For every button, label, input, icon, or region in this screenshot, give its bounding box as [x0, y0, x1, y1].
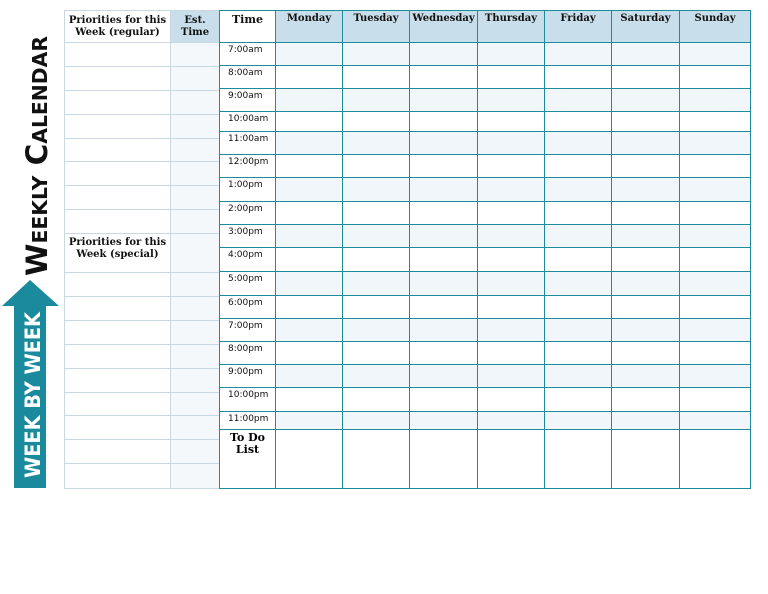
calendar-slot[interactable] — [343, 66, 410, 89]
calendar-slot[interactable] — [478, 341, 545, 364]
calendar-slot[interactable] — [410, 225, 478, 248]
calendar-slot[interactable] — [545, 411, 612, 429]
calendar-slot[interactable] — [680, 295, 751, 318]
calendar-slot[interactable] — [680, 318, 751, 341]
calendar-slot[interactable] — [545, 155, 612, 178]
calendar-slot[interactable] — [545, 387, 612, 411]
todo-slot[interactable] — [545, 429, 612, 488]
time-row — [220, 411, 751, 429]
calendar-slot[interactable] — [343, 155, 410, 178]
time-label: 10:00am — [220, 112, 276, 132]
calendar-slot[interactable] — [612, 132, 680, 155]
calendar-slot[interactable] — [545, 272, 612, 295]
priority-special-slot[interactable] — [65, 440, 171, 464]
time-label: 1:00pm — [220, 178, 276, 202]
calendar-slot[interactable] — [545, 43, 612, 66]
calendar-slot[interactable] — [343, 89, 410, 112]
calendar-slot[interactable] — [545, 364, 612, 387]
day-header-sunday: Sunday — [680, 11, 751, 43]
time-label: 11:00pm — [220, 411, 276, 429]
priority-special-slot[interactable] — [65, 392, 171, 416]
priority-regular-slot[interactable] — [65, 162, 171, 186]
day-header-tuesday: Tuesday — [343, 11, 410, 43]
calendar-grid — [219, 10, 751, 489]
calendar-slot[interactable] — [410, 43, 478, 66]
calendar-slot[interactable] — [612, 387, 680, 411]
est-time-slot[interactable] — [171, 210, 220, 234]
est-time-slot[interactable] — [171, 90, 220, 114]
calendar-slot[interactable] — [680, 248, 751, 272]
calendar-slot[interactable] — [276, 202, 343, 225]
calendar-slot[interactable] — [612, 89, 680, 112]
todo-list-label: To Do List — [220, 429, 276, 488]
priorities-special-header: Priorities for this Week (special) — [65, 233, 171, 272]
calendar-slot[interactable] — [545, 178, 612, 202]
calendar-slot[interactable] — [478, 43, 545, 66]
calendar-slot[interactable] — [343, 341, 410, 364]
calendar-slot[interactable] — [478, 112, 545, 132]
calendar-slot[interactable] — [343, 43, 410, 66]
calendar-slot[interactable] — [276, 411, 343, 429]
day-header-saturday: Saturday — [612, 11, 680, 43]
est-time-header: Est. Time — [171, 11, 220, 43]
calendar-slot[interactable] — [410, 341, 478, 364]
calendar-slot[interactable] — [343, 364, 410, 387]
calendar-slot[interactable] — [410, 178, 478, 202]
calendar-slot[interactable] — [276, 295, 343, 318]
priority-special-slot[interactable] — [65, 368, 171, 392]
calendar-slot[interactable] — [478, 411, 545, 429]
priority-special-slot[interactable] — [65, 297, 171, 321]
day-header-thursday: Thursday — [478, 11, 545, 43]
calendar-slot[interactable] — [545, 66, 612, 89]
todo-slot[interactable] — [612, 429, 680, 488]
calendar-slot[interactable] — [545, 225, 612, 248]
calendar-slot[interactable] — [410, 295, 478, 318]
calendar-slot[interactable] — [612, 178, 680, 202]
priority-regular-slot[interactable] — [65, 210, 171, 234]
calendar-slot[interactable] — [545, 202, 612, 225]
brand-title: Weekly Calendar — [20, 39, 54, 276]
est-time-slot[interactable] — [171, 440, 220, 464]
time-row — [220, 272, 751, 295]
calendar-slot[interactable] — [478, 66, 545, 89]
calendar-slot[interactable] — [343, 225, 410, 248]
todo-slot[interactable] — [478, 429, 545, 488]
priority-regular-slot[interactable] — [65, 186, 171, 210]
calendar-slot[interactable] — [680, 132, 751, 155]
time-row — [220, 66, 751, 89]
calendar-slot[interactable] — [612, 225, 680, 248]
priority-regular-slot[interactable] — [65, 114, 171, 138]
todo-slot[interactable] — [343, 429, 410, 488]
calendar-slot[interactable] — [410, 66, 478, 89]
priority-regular-slot[interactable] — [65, 138, 171, 162]
est-time-slot[interactable] — [171, 186, 220, 210]
calendar-slot[interactable] — [612, 66, 680, 89]
calendar-slot[interactable] — [343, 112, 410, 132]
calendar-slot[interactable] — [680, 43, 751, 66]
time-row — [220, 341, 751, 364]
calendar-slot[interactable] — [276, 248, 343, 272]
calendar-slot[interactable] — [410, 387, 478, 411]
calendar-slot[interactable] — [478, 178, 545, 202]
calendar-slot[interactable] — [680, 225, 751, 248]
time-label: 8:00pm — [220, 341, 276, 364]
day-header-monday: Monday — [276, 11, 343, 43]
calendar-slot[interactable] — [410, 248, 478, 272]
calendar-slot[interactable] — [343, 178, 410, 202]
calendar-slot[interactable] — [478, 89, 545, 112]
time-row — [220, 202, 751, 225]
calendar-slot[interactable] — [612, 202, 680, 225]
calendar-slot[interactable] — [612, 295, 680, 318]
calendar-slot[interactable] — [276, 225, 343, 248]
time-label: 4:00pm — [220, 248, 276, 272]
time-row — [220, 364, 751, 387]
calendar-slot[interactable] — [410, 411, 478, 429]
calendar-slot[interactable] — [612, 341, 680, 364]
calendar-slot[interactable] — [478, 387, 545, 411]
est-time-slot[interactable] — [171, 416, 220, 440]
calendar-slot[interactable] — [680, 112, 751, 132]
time-row — [220, 112, 751, 132]
time-label: 7:00am — [220, 43, 276, 66]
calendar-slot[interactable] — [478, 248, 545, 272]
calendar-slot[interactable] — [680, 178, 751, 202]
calendar-slot[interactable] — [410, 202, 478, 225]
time-label: 11:00am — [220, 132, 276, 155]
calendar-slot[interactable] — [276, 318, 343, 341]
time-row — [220, 89, 751, 112]
time-label: 8:00am — [220, 66, 276, 89]
calendar-slot[interactable] — [478, 132, 545, 155]
est-time-slot[interactable] — [171, 138, 220, 162]
priority-special-slot[interactable] — [65, 344, 171, 368]
calendar-slot[interactable] — [343, 248, 410, 272]
calendar-slot[interactable] — [410, 272, 478, 295]
brand-graphic — [0, 0, 64, 594]
calendar-slot[interactable] — [276, 341, 343, 364]
time-label: 9:00am — [220, 89, 276, 112]
calendar-slot[interactable] — [680, 387, 751, 411]
brand-subtitle: WEEK BY WEEK — [21, 297, 45, 478]
time-label: 7:00pm — [220, 318, 276, 341]
time-row — [220, 155, 751, 178]
priority-regular-slot[interactable] — [65, 90, 171, 114]
todo-slot[interactable] — [276, 429, 343, 488]
time-column-header: Time — [220, 11, 276, 43]
time-label: 10:00pm — [220, 387, 276, 411]
est-time-slot[interactable] — [171, 320, 220, 344]
calendar-slot[interactable] — [343, 272, 410, 295]
todo-row — [220, 429, 751, 488]
calendar-slot[interactable] — [410, 89, 478, 112]
calendar-slot[interactable] — [478, 272, 545, 295]
calendar-slot[interactable] — [545, 132, 612, 155]
calendar-slot[interactable] — [612, 364, 680, 387]
calendar-slot[interactable] — [410, 364, 478, 387]
time-label: 9:00pm — [220, 364, 276, 387]
time-row — [220, 248, 751, 272]
time-row — [220, 387, 751, 411]
calendar-slot[interactable] — [478, 364, 545, 387]
time-label: 6:00pm — [220, 295, 276, 318]
est-time-slot[interactable] — [171, 43, 220, 67]
time-label: 2:00pm — [220, 202, 276, 225]
priority-special-slot[interactable] — [65, 273, 171, 297]
calendar-slot[interactable] — [478, 202, 545, 225]
calendar-slot[interactable] — [276, 89, 343, 112]
todo-slot[interactable] — [410, 429, 478, 488]
time-row — [220, 295, 751, 318]
calendar-slot[interactable] — [343, 202, 410, 225]
calendar-slot[interactable] — [612, 411, 680, 429]
calendar-slot[interactable] — [410, 132, 478, 155]
est-time-slot[interactable] — [171, 273, 220, 297]
priority-special-slot[interactable] — [65, 320, 171, 344]
calendar-slot[interactable] — [545, 318, 612, 341]
calendar-slot[interactable] — [612, 155, 680, 178]
calendar-slot[interactable] — [478, 295, 545, 318]
todo-slot[interactable] — [680, 429, 751, 488]
est-time-slot[interactable] — [171, 344, 220, 368]
time-row — [220, 178, 751, 202]
calendar-slot[interactable] — [343, 387, 410, 411]
est-time-slot[interactable] — [171, 162, 220, 186]
time-label: 12:00pm — [220, 155, 276, 178]
calendar-slot[interactable] — [680, 272, 751, 295]
day-header-friday: Friday — [545, 11, 612, 43]
priority-special-slot[interactable] — [65, 416, 171, 440]
priorities-regular-header: Priorities for this Week (regular) — [65, 11, 171, 43]
calendar-slot[interactable] — [276, 155, 343, 178]
calendar-slot[interactable] — [276, 66, 343, 89]
calendar-slot[interactable] — [478, 225, 545, 248]
calendar-slot[interactable] — [545, 341, 612, 364]
calendar-slot[interactable] — [276, 272, 343, 295]
est-time-slot[interactable] — [171, 233, 220, 272]
calendar-slot[interactable] — [276, 112, 343, 132]
calendar-slot[interactable] — [612, 43, 680, 66]
est-time-slot[interactable] — [171, 464, 220, 489]
priority-special-slot[interactable] — [65, 464, 171, 489]
calendar-slot[interactable] — [680, 364, 751, 387]
calendar-slot[interactable] — [343, 295, 410, 318]
calendar-slot[interactable] — [478, 155, 545, 178]
calendar-slot[interactable] — [276, 132, 343, 155]
est-time-slot[interactable] — [171, 66, 220, 90]
calendar-slot[interactable] — [276, 178, 343, 202]
calendar-slot[interactable] — [612, 112, 680, 132]
calendar-slot[interactable] — [343, 132, 410, 155]
calendar-slot[interactable] — [680, 411, 751, 429]
time-row — [220, 132, 751, 155]
calendar-slot[interactable] — [680, 66, 751, 89]
calendar-slot[interactable] — [612, 248, 680, 272]
brand-sidebar — [0, 0, 64, 594]
time-label: 5:00pm — [220, 272, 276, 295]
calendar-slot[interactable] — [612, 318, 680, 341]
calendar-slot[interactable] — [612, 272, 680, 295]
time-row — [220, 318, 751, 341]
time-row — [220, 43, 751, 66]
calendar-slot[interactable] — [276, 387, 343, 411]
day-header-wednesday: Wednesday — [410, 11, 478, 43]
priorities-table — [64, 10, 220, 489]
est-time-slot[interactable] — [171, 114, 220, 138]
calendar-slot[interactable] — [545, 89, 612, 112]
est-time-slot[interactable] — [171, 368, 220, 392]
calendar-slot[interactable] — [343, 318, 410, 341]
calendar-slot[interactable] — [478, 318, 545, 341]
calendar-slot[interactable] — [680, 89, 751, 112]
calendar-slot[interactable] — [276, 364, 343, 387]
est-time-slot[interactable] — [171, 392, 220, 416]
calendar-slot[interactable] — [410, 112, 478, 132]
calendar-slot[interactable] — [545, 295, 612, 318]
calendar-slot[interactable] — [680, 155, 751, 178]
priority-regular-slot[interactable] — [65, 43, 171, 67]
time-label: 3:00pm — [220, 225, 276, 248]
calendar-slot[interactable] — [410, 155, 478, 178]
priority-regular-slot[interactable] — [65, 66, 171, 90]
calendar-slot[interactable] — [410, 318, 478, 341]
calendar-slot[interactable] — [276, 43, 343, 66]
calendar-slot[interactable] — [545, 248, 612, 272]
calendar-slot[interactable] — [343, 411, 410, 429]
calendar-slot[interactable] — [680, 341, 751, 364]
time-row — [220, 225, 751, 248]
est-time-slot[interactable] — [171, 297, 220, 321]
calendar-slot[interactable] — [680, 202, 751, 225]
calendar-slot[interactable] — [545, 112, 612, 132]
